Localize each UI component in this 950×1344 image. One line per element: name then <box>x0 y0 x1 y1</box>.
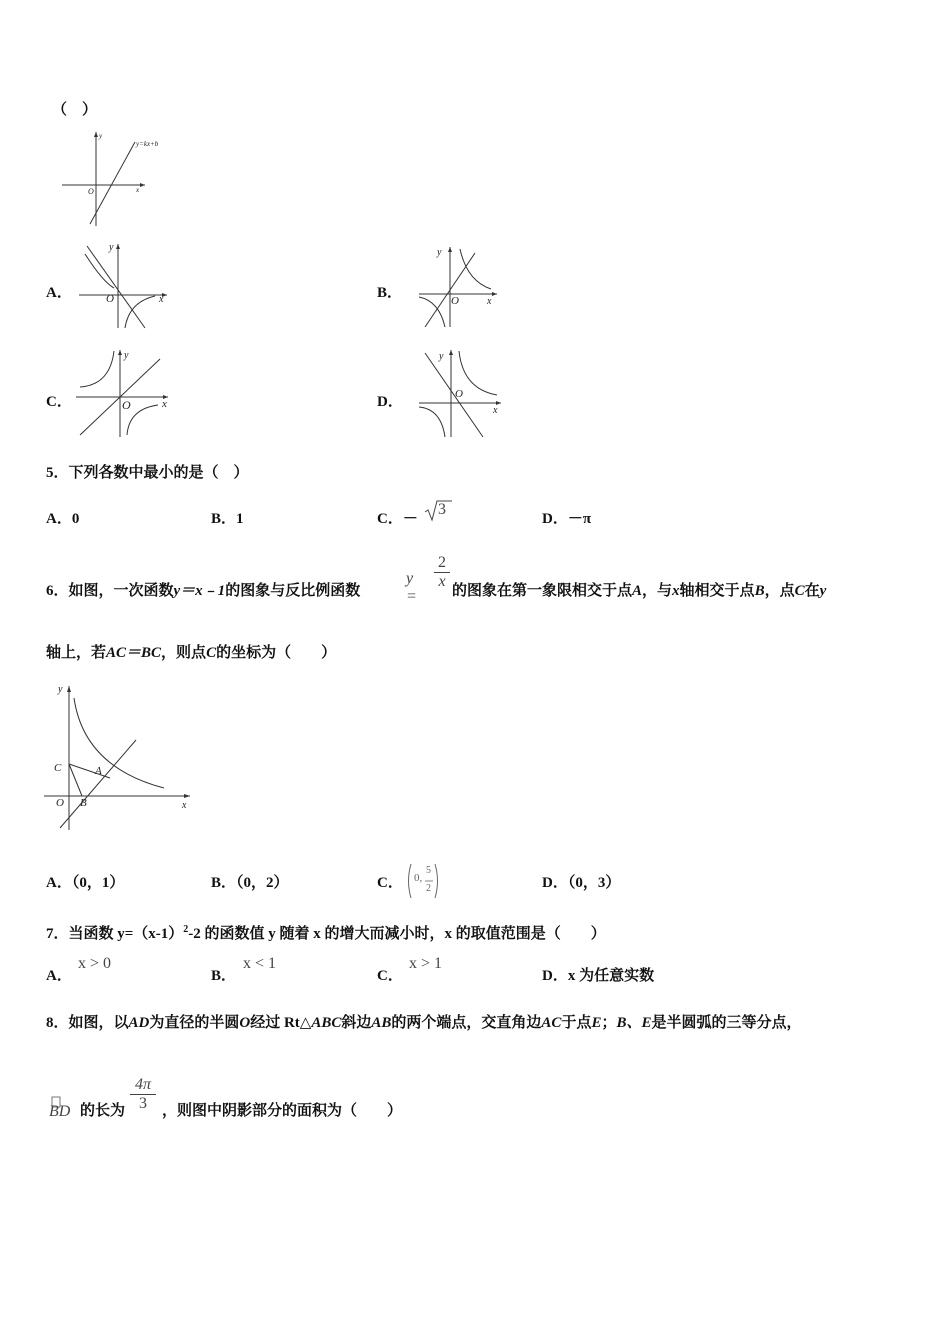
q4-d-y: y <box>439 351 444 362</box>
q5-stem: 5．下列各数中最小的是（ ） <box>46 465 249 481</box>
q4-c-y: y <box>124 350 129 361</box>
q4-option-b-label: B． <box>377 285 403 301</box>
q4-option-a-graph <box>75 240 170 330</box>
q6-line2: 轴上，若AC＝BC，则点C的坐标为（ ） <box>46 645 337 661</box>
q6-option-c-label: C． <box>377 875 403 891</box>
q4-paren: （ ） <box>52 102 98 118</box>
q4-c-origin: O <box>122 398 131 412</box>
q4-option-b-graph <box>405 243 500 330</box>
q8-line2-a: 的长为 <box>80 1103 126 1119</box>
q4-stem-graph <box>60 128 180 228</box>
q6-graph <box>44 682 194 832</box>
q8-line2-b: ，则图中阴影部分的面积为（ ） <box>162 1103 403 1119</box>
q4-option-d-label: D． <box>377 394 403 410</box>
q4-c-x: x <box>162 398 167 410</box>
q4-a-y: y <box>109 242 114 253</box>
q4-option-c-label: C． <box>46 394 72 410</box>
q6-graph-x: x <box>182 800 187 811</box>
q4-b-y: y <box>437 247 442 258</box>
q5-option-a: A．0 <box>46 511 80 527</box>
q4-a-x: x <box>159 294 164 305</box>
q4-stem-origin: O <box>88 187 94 196</box>
q4-b-x: x <box>487 296 492 307</box>
q6-line1-left: 6．如图，一次函数y＝x﹣1的图象与反比例函数 <box>46 583 361 599</box>
q4-option-c-graph <box>72 347 172 439</box>
q8-line1: 8．如图，以AD为直径的半圆O经过 Rt△ABC斜边AB的两个端点，交直角边AC于点E；B、E是半圆弧的三等分点， <box>46 1015 802 1031</box>
q4-b-origin: O <box>451 295 459 307</box>
q4-stem-line-label: y=kx+b <box>136 140 159 148</box>
q6-option-d: D．（0，3） <box>542 875 621 891</box>
q6-graph-y: y <box>58 684 63 695</box>
q7-option-a-value: x > 0 <box>78 955 112 972</box>
q4-d-origin: O <box>455 388 463 400</box>
q7-option-b-label: B． <box>211 968 237 984</box>
q4-option-d-graph <box>407 347 505 439</box>
q4-a-origin: O <box>106 293 114 305</box>
q5-option-d: D．－π <box>542 511 592 527</box>
q4-d-x: x <box>493 405 498 416</box>
q7-option-c-value: x > 1 <box>409 955 443 972</box>
q7-option-a-label: A． <box>46 968 72 984</box>
q5-option-b: B．1 <box>211 511 244 527</box>
q6-graph-a: A <box>95 765 102 777</box>
q6-graph-b: B <box>80 797 87 809</box>
q4-option-a-label: A． <box>46 285 72 301</box>
q6-option-a: A．（0，1） <box>46 875 125 891</box>
q6-graph-o: O <box>56 797 64 809</box>
q7-option-c-label: C． <box>377 968 403 984</box>
q5-option-c: C．－ <box>377 511 418 527</box>
q7-option-b-value: x < 1 <box>243 955 277 972</box>
q7-stem: 7．当函数 $y=(x-1)^2-2$ 的函数值 y 随着 x 的增大而减小时，x 的取值范围是（ ） <box>46 924 606 942</box>
q6-graph-c: C <box>54 762 62 774</box>
q6-option-b: B．（0，2） <box>211 875 289 891</box>
q4-stem-x: x <box>136 186 140 194</box>
q4-stem-y: y <box>99 132 103 140</box>
q7-option-d: D．x 为任意实数 <box>542 968 655 984</box>
q6-line1-right: 的图象在第一象限相交于点A，与x轴相交于点B，点C在y <box>452 583 827 599</box>
q8-arc-length: 4π 3 <box>130 1076 156 1113</box>
